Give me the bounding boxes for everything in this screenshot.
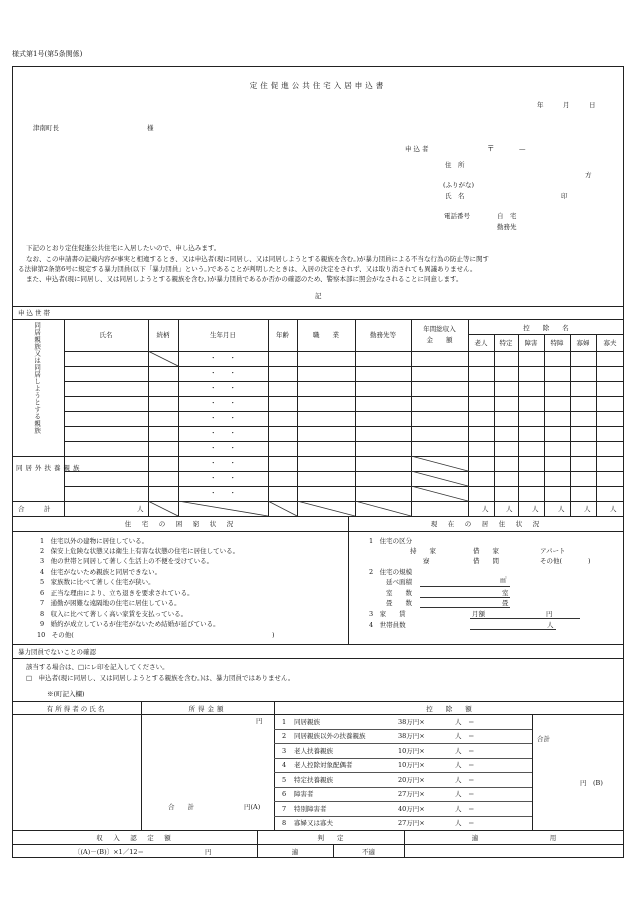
header-deduction-widow: 寡婦	[576, 339, 590, 347]
section-applicant: 申込世帯	[18, 309, 52, 317]
hardship-item-7: 7 通勤が困難な遠隔地の住宅に居住している。	[40, 599, 181, 607]
deduction-row-6-amount: 27万円×	[398, 790, 425, 798]
hardship-item-10-close: )	[272, 631, 275, 639]
deduction-row-5-amount: 20万円×	[398, 776, 425, 784]
address-label: 住 所	[445, 161, 465, 169]
tatami-unit: 畳	[502, 599, 509, 607]
earner-name-header: 有所得者の氏名	[46, 705, 107, 713]
diagonal-slash	[268, 501, 297, 516]
header-relation: 続柄	[156, 331, 170, 339]
rooms-unit: 室	[502, 589, 509, 597]
deduction-total-unit: 人	[482, 505, 489, 513]
housing-scale-label: 2 住宅の規模	[369, 568, 413, 576]
diagonal-slash	[411, 456, 468, 471]
applicable-header: 適 用	[471, 834, 557, 842]
header-deduction-elderly: 老人	[474, 339, 488, 347]
deduction-row-4-unit: 人 ＝	[455, 761, 475, 769]
birthdate-dots: ・ ・	[210, 399, 236, 407]
tatami-label: 畳 数	[386, 599, 412, 607]
deduction-row-7-amount: 40万円×	[398, 805, 425, 813]
deduction-sum-label: 合計	[537, 735, 550, 743]
birthdate-dots: ・ ・	[210, 489, 236, 497]
rent-yen: 円	[546, 610, 553, 618]
deduction-row-1-label: 同居親族	[294, 718, 320, 726]
total-person-unit: 人	[137, 505, 144, 513]
deduction-row-2-unit: 人 ＝	[455, 732, 475, 740]
rent-monthly: 月額	[472, 610, 485, 618]
date-month: 月	[563, 101, 570, 109]
deduction-row-8-no: 8	[282, 819, 287, 827]
housing-apartment: アパート	[540, 547, 566, 555]
birthdate-dots: ・ ・	[210, 444, 236, 452]
antigang-title: 暴力団員でないことの確認	[18, 648, 96, 656]
income-amount-header: 所得金額	[188, 705, 227, 713]
recognized-income-yen: 円	[205, 848, 212, 856]
town-note: ※(町記入欄)	[47, 690, 85, 698]
form-number: 様式第1号(第5条関係)	[12, 50, 83, 58]
diagonal-slash	[355, 501, 411, 516]
deduction-row-6-label: 障害者	[294, 790, 314, 798]
header-deduction-widower: 寡夫	[603, 339, 617, 347]
total-a-unit: 円(A)	[244, 803, 261, 811]
birthdate-dots: ・ ・	[210, 369, 236, 377]
phone-home: 自 宅	[497, 212, 517, 220]
current-housing-title: 現 在 の 居 住 状 況	[430, 520, 542, 528]
deduction-row-5-unit: 人 ＝	[455, 776, 475, 784]
hardship-title: 住 宅 の 困 窮 状 況	[124, 520, 236, 528]
deduction-row-1-amount: 38万円×	[398, 718, 425, 726]
diagonal-slash	[411, 486, 468, 501]
hardship-item-6: 6 正当な理由により、立ち退きを要求されている。	[40, 589, 194, 597]
header-income-top: 年間総収入	[423, 325, 456, 333]
hardship-item-2: 2 保安上危険な状態又は衛生上有害な状態の住宅に居住している。	[40, 547, 240, 555]
deduction-total-unit: 人	[610, 505, 617, 513]
furigana-label: (ふりがな)	[443, 181, 475, 189]
header-birthdate: 生年月日	[210, 331, 236, 339]
document-title: 定住促進公共住宅入居申込書	[249, 81, 387, 90]
header-name: 氏名	[99, 331, 113, 339]
deduction-row-1-no: 1	[282, 718, 287, 726]
housing-category-label: 1 住宅の区分	[369, 537, 413, 545]
ki-label: 記	[315, 292, 322, 300]
deduction-row-7-unit: 人 ＝	[455, 805, 475, 813]
deduction-total-unit: 人	[584, 505, 591, 513]
deduction-amount-header: 控 除 額	[426, 705, 472, 713]
deduction-row-4-amount: 10万円×	[398, 761, 425, 769]
rooms-label: 室 数	[386, 589, 412, 597]
deduction-row-3-label: 老人扶養親族	[294, 747, 333, 755]
income-yen: 円	[256, 717, 263, 725]
deduction-row-3-unit: 人 ＝	[455, 747, 475, 755]
deduction-row-5-label: 特定扶養親族	[294, 776, 333, 784]
phone-label: 電話番号	[444, 212, 470, 220]
deduction-row-3-no: 3	[282, 747, 287, 755]
intro-line-1: 下記のとおり定住促進公共住宅に入居したいので、申し込みます。	[26, 244, 221, 252]
intro-line-3: る法律第2条第6号に規定する暴力団員(以下「暴力団員」という。)であることが判明したときは、入居の決定をされず、又は取り消されても異議ありません。	[18, 265, 477, 273]
judgement-header: 判 定	[317, 834, 344, 842]
header-deduction-special-disability: 特障	[550, 339, 564, 347]
intro-line-4: また、申込者(現に同居し、又は同居しようとする親族を含む。)が暴力団員であるか否かの確認のため、警察本部に照会がなされることに同意します。	[26, 275, 463, 283]
birthdate-dots: ・ ・	[210, 429, 236, 437]
header-deduction-specific: 特定	[499, 339, 513, 347]
addressee-honorific: 様	[147, 124, 154, 132]
header-income-bottom: 金 額	[426, 336, 453, 344]
deduction-row-7-no: 7	[282, 805, 287, 813]
date-year: 年	[537, 101, 544, 109]
floor-area-label: 延べ面積	[386, 578, 412, 586]
housing-owned: 持 家	[410, 547, 436, 555]
judgement-unsuitable[interactable]: 不適	[362, 848, 375, 856]
household-count-label: 4 世帯員数	[369, 621, 406, 629]
hardship-item-8: 8 収入に比べて著しく高い家賃を支払っている。	[40, 610, 188, 618]
hardship-item-9: 9 婚約が成立しているが住宅がないため結婚が延びている。	[40, 620, 220, 628]
diagonal-slash	[178, 501, 268, 516]
housing-dorm: 寮	[423, 557, 430, 565]
hardship-item-5: 5 家族数に比べて著しく住宅が狭い。	[40, 578, 155, 586]
housing-rented-room: 借 間	[473, 557, 499, 565]
judgement-suitable[interactable]: 適	[291, 848, 299, 856]
antigang-instruction: 該当する場合は、□にレ印を記入してください。	[26, 663, 169, 671]
deduction-row-3-amount: 10万円×	[398, 747, 425, 755]
total-label: 合 計	[18, 505, 51, 513]
deduction-row-1-unit: 人 ＝	[455, 718, 475, 726]
deduction-row-2-amount: 38万円×	[398, 732, 425, 740]
deduction-row-6-no: 6	[282, 790, 287, 798]
deduction-total-unit: 人	[532, 505, 539, 513]
deduction-row-4-no: 4	[282, 761, 287, 769]
header-workplace: 勤務先等	[370, 331, 396, 339]
postal-dash: —	[519, 145, 526, 153]
hardship-item-1: 1 住宅以外の建物に居住している。	[40, 537, 149, 545]
birthdate-dots: ・ ・	[210, 474, 236, 482]
header-age: 年齢	[276, 331, 289, 339]
address-kata: 方	[585, 171, 592, 179]
date-day: 日	[589, 101, 596, 109]
birthdate-dots: ・ ・	[210, 384, 236, 392]
birthdate-dots: ・ ・	[210, 414, 236, 422]
deduction-row-7-label: 特別障害者	[294, 805, 327, 813]
deduction-row-6-unit: 人 ＝	[455, 790, 475, 798]
diagonal-slash	[148, 351, 178, 366]
name-label: 氏 名	[445, 192, 465, 200]
diagonal-slash	[297, 501, 355, 516]
household-count-unit: 人	[547, 621, 554, 629]
seal-mark: 印	[561, 192, 568, 200]
intro-line-2: なお、この申請書の記載内容が事実と相違するとき、又は申込者(現に同居し、又は同居しようとする親族を含む。)が暴力団員による不当な行為の防止等に関す	[26, 255, 490, 263]
housing-rented: 借 家	[473, 547, 499, 555]
deduction-row-8-unit: 人 ＝	[455, 819, 475, 827]
deduction-total-unit: 人	[558, 505, 565, 513]
total-a-label: 合 計	[168, 803, 194, 811]
birthdate-dots: ・ ・	[210, 354, 236, 362]
recognized-income-formula: 〔(A)－(B)〕×1／12＝	[74, 848, 144, 856]
birthdate-dots: ・ ・	[210, 459, 236, 467]
deduction-sum-unit: 円 (B)	[580, 779, 603, 787]
recognized-income-header: 収 入 認 定 額	[96, 834, 173, 842]
floor-area-unit: ㎡	[500, 576, 507, 584]
hardship-item-10: 10 その他(	[37, 631, 74, 639]
housing-other: その他( )	[540, 557, 591, 565]
header-deduction: 控 除 名	[523, 324, 569, 332]
addressee-name: 津南町長	[33, 124, 59, 132]
header-occupation: 職 業	[313, 331, 339, 339]
postal-mark: 〒	[487, 144, 495, 153]
deduction-total-unit: 人	[506, 505, 513, 513]
header-deduction-disability: 障害	[524, 339, 538, 347]
deduction-row-2-label: 同居親族以外の扶養親族	[294, 732, 366, 740]
phone-work: 勤務先	[497, 223, 517, 231]
hardship-item-4: 4 住宅がないため親族と同居できない。	[40, 568, 162, 576]
deduction-row-5-no: 5	[282, 776, 287, 784]
deduction-row-4-label: 老人控除対象配偶者	[294, 761, 353, 769]
side-label-dependents: 同居外扶養親族	[16, 464, 83, 472]
diagonal-slash	[148, 501, 178, 516]
deduction-row-8-label: 寡婦又は寡夫	[294, 819, 333, 827]
deduction-row-2-no: 2	[282, 732, 287, 740]
side-label-family: 同居親族又は同居しようとする親族	[33, 322, 42, 434]
hardship-item-3: 3 他の世帯と同居して著しく生活上の不便を受けている。	[40, 557, 214, 565]
antigang-checkbox[interactable]: □ 申込者(現に同居し、又は同居しようとする親族を含む。)は、暴力団員ではありません。	[26, 674, 295, 682]
diagonal-slash	[411, 471, 468, 486]
deduction-row-8-amount: 27万円×	[398, 819, 425, 827]
applicant-label: 申込者	[405, 145, 431, 153]
rent-label: 3 家 賃	[369, 610, 406, 618]
